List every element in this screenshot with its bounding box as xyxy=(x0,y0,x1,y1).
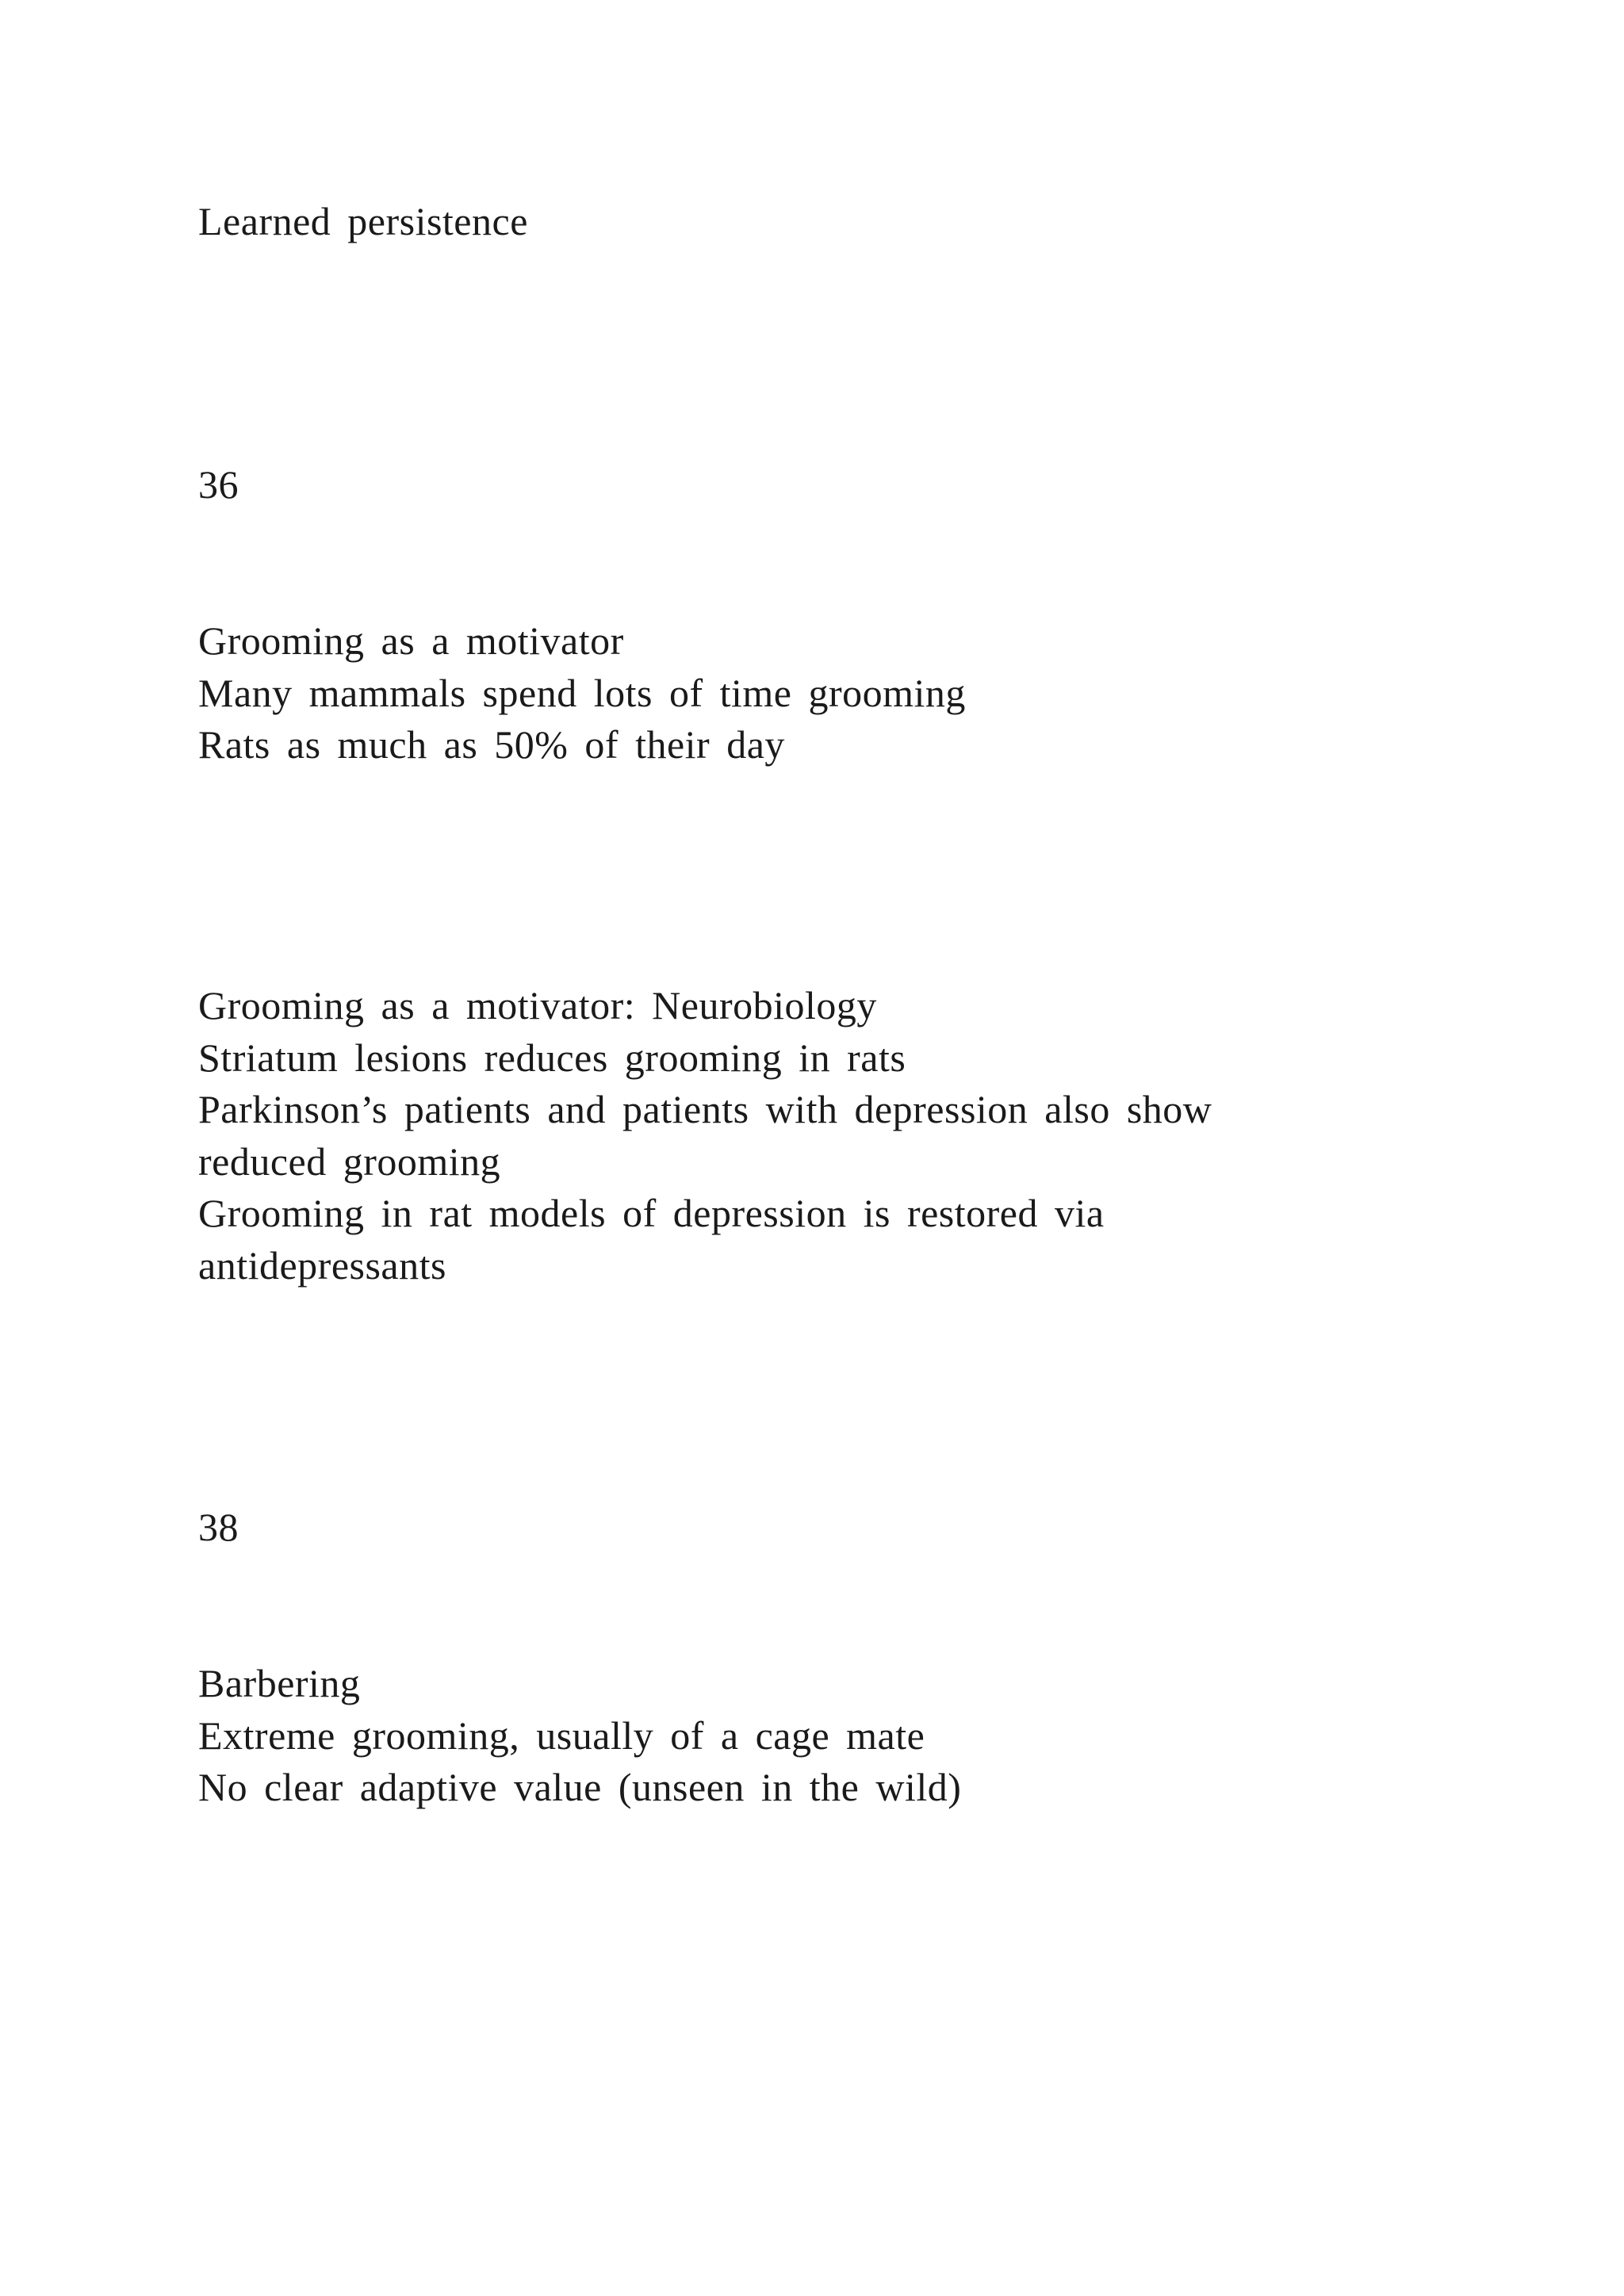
page-number-36: 36 xyxy=(198,462,239,507)
heading-grooming-neurobiology: Grooming as a motivator: Neurobiology xyxy=(198,983,877,1027)
text-line: Grooming in rat models of depression is restored via xyxy=(198,1191,1105,1235)
text-line: reduced grooming xyxy=(198,1139,501,1184)
heading-grooming-motivator: Grooming as a motivator xyxy=(198,618,624,663)
text-line: Rats as much as 50% of their day xyxy=(198,722,785,767)
text-line: Striatum lesions reduces grooming in rats xyxy=(198,1035,906,1080)
heading-learned-persistence: Learned persistence xyxy=(198,199,528,243)
text-line: Extreme grooming, usually of a cage mate xyxy=(198,1713,925,1758)
page-number-38: 38 xyxy=(198,1505,239,1549)
text-line: Many mammals spend lots of time grooming xyxy=(198,671,966,715)
text-line: antidepressants xyxy=(198,1243,446,1288)
heading-barbering: Barbering xyxy=(198,1661,361,1705)
text-line: No clear adaptive value (unseen in the wild) xyxy=(198,1765,962,1809)
text-line: Parkinson’s patients and patients with depression also show xyxy=(198,1087,1212,1131)
